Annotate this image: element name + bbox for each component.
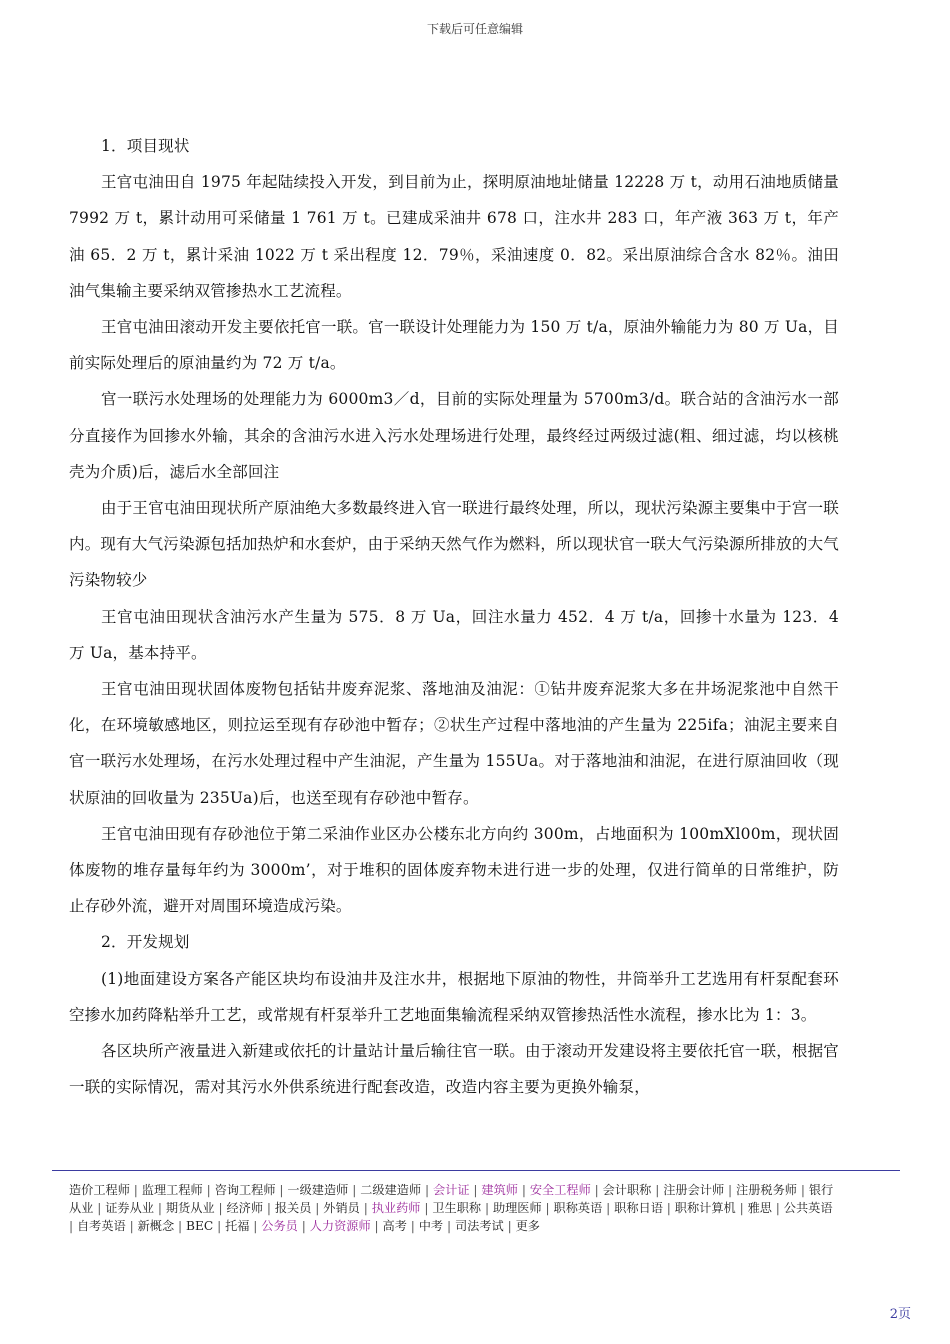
page-header: 下载后可任意编辑 <box>426 22 523 36</box>
footer-link[interactable]: 建筑师 <box>481 1183 518 1197</box>
link-separator: | <box>651 1183 664 1197</box>
footer-link[interactable]: 执业药师 <box>371 1201 421 1215</box>
link-separator: | <box>174 1219 187 1233</box>
link-separator: | <box>662 1201 675 1215</box>
link-separator: | <box>370 1219 383 1233</box>
footer-link[interactable]: 更多 <box>515 1219 540 1233</box>
section-heading: 1．项目现状 <box>101 137 190 155</box>
footer-link[interactable]: 咨询工程师 <box>214 1183 276 1197</box>
link-separator: | <box>517 1183 530 1197</box>
footer-link[interactable]: 外销员 <box>323 1201 360 1215</box>
footer-link[interactable]: 会计证 <box>432 1183 470 1197</box>
document-body <box>69 128 839 1105</box>
link-separator: | <box>602 1201 615 1215</box>
footer-link[interactable]: 职称计算机 <box>674 1201 736 1215</box>
link-separator: | <box>93 1201 106 1215</box>
footer-link[interactable]: 报关员 <box>274 1201 312 1215</box>
paragraph: (1)地面建设方案各产能区块均布设油井及注水井，根据地下原油的物性，井筒举升工艺选用有杆泵配套环空掺水加药降粘举升工艺，或常规有杆泵举升工艺地面集输流程采纳双管掺热活性水流程，掺水比为 1：3。 <box>69 969 839 1024</box>
footer-link[interactable]: 银行从业 <box>69 1183 834 1215</box>
link-separator: | <box>213 1219 226 1233</box>
footer-link[interactable]: 自考英语 <box>76 1219 126 1233</box>
link-separator: | <box>359 1201 372 1215</box>
footer-link[interactable]: 职称日语 <box>614 1201 663 1215</box>
link-separator: | <box>724 1183 737 1197</box>
link-separator: | <box>421 1183 433 1197</box>
footer-link[interactable]: 公务员 <box>261 1219 298 1233</box>
link-separator: | <box>69 1219 77 1233</box>
footer-link-list <box>69 1181 839 1235</box>
link-separator: | <box>202 1183 215 1197</box>
link-separator: | <box>249 1219 262 1233</box>
link-separator: | <box>420 1201 433 1215</box>
footer-link[interactable]: 一级建造师 <box>287 1183 349 1197</box>
footer-link[interactable]: 人力资源师 <box>309 1219 371 1233</box>
footer-link[interactable]: 助理医师 <box>492 1201 542 1215</box>
link-separator: | <box>348 1183 361 1197</box>
footer-link[interactable]: 造价工程师 <box>69 1183 130 1197</box>
link-separator: | <box>481 1201 493 1215</box>
footer-link[interactable]: 安全工程师 <box>529 1183 591 1197</box>
link-separator: | <box>796 1183 809 1197</box>
footer-link[interactable]: 中考 <box>418 1219 444 1233</box>
footer-link[interactable]: 司法考试 <box>454 1219 504 1233</box>
link-separator: | <box>771 1201 784 1215</box>
link-separator: | <box>469 1183 482 1197</box>
link-separator: | <box>297 1219 310 1233</box>
footer-link[interactable]: 注册税务师 <box>736 1183 797 1197</box>
footer-link[interactable]: 证券从业 <box>105 1201 154 1215</box>
footer-link[interactable]: 公共英语 <box>783 1201 833 1215</box>
footer-link[interactable]: 新概念 <box>137 1219 175 1233</box>
footer-link[interactable]: 职称英语 <box>553 1201 603 1215</box>
footer-link[interactable]: 卫生职称 <box>432 1201 482 1215</box>
link-separator: | <box>129 1183 142 1197</box>
paragraph: 各区块所产液量进入新建或依托的计量站计量后输往官一联。由于滚动开发建设将主要依托官一联，根据官一联的实际情况，需对其污水外供系统进行配套改造，改造内容主要为更换外输泵， <box>69 1042 839 1097</box>
paragraph: 王官屯油田现状固体废物包括钻井废弃泥浆、落地油及油泥：①钻井废弃泥浆大多在井场泥浆池中自然干化，在环境敏感地区，则拉运至现有存砂池中暂存；②状生产过程中落地油的产生量为 225ifa；油泥主要来自官一联污水处理场，在污水处理过程中产生油泥，产生量为 155Ua。对于落地油和油泥，在进行原油回收（现状原油的回收量为 235Ua)后，也送至现有存砂池中暂存。 <box>69 680 839 807</box>
footer-link[interactable]: 托福 <box>225 1219 250 1233</box>
link-separator: | <box>214 1201 227 1215</box>
paragraph: 官一联污水处理场的处理能力为 6000m3／d，目前的实际处理量为 5700m3/d。联合站的含油污水一部分直接作为回掺水外输，其余的含油污水进入污水处理场进行处理，最终经过两级过滤(粗、细过滤，均以核桃壳为介质)后，滤后水全部回注 <box>69 390 839 481</box>
footer-link[interactable]: 雅思 <box>747 1201 772 1215</box>
link-separator: | <box>443 1219 455 1233</box>
link-separator: | <box>263 1201 275 1215</box>
footer-divider <box>52 1170 900 1171</box>
link-separator: | <box>590 1183 603 1197</box>
link-separator: | <box>406 1219 419 1233</box>
link-separator: | <box>153 1201 166 1215</box>
footer-link[interactable]: 经济师 <box>226 1201 264 1215</box>
section-heading: 2．开发规划 <box>101 933 190 952</box>
paragraph: 王官屯油田滚动开发主要依托官一联。官一联设计处理能力为 150 万 t/a，原油外输能力为 80 万 Ua，目前实际处理后的原油量约为 72 万 t/a。 <box>69 318 839 373</box>
paragraph: 由于王官屯油田现状所产原油绝大多数最终进入官一联进行最终处理，所以，现状污染源主要集中于宫一联内。现有大气污染源包括加热炉和水套炉，由于采纳天然气作为燃料，所以现状官一联大气污染源所排放的大气污染物较少 <box>69 499 839 590</box>
link-separator: | <box>503 1219 516 1233</box>
link-separator: | <box>275 1183 288 1197</box>
paragraph: 王官屯油田自 1975 年起陆续投入开发，到目前为止，探明原油地址储量 12228 万 t，动用石油地质储量 7992 万 t，累计动用可采储量 1 761 万 t。已建成采油井 678 口，注水井 283 口，年产液 363 万 t，年产油 65．2 万 t，累计采油 1022 万 t 采出程度 12．79％，采油速度 0．82。采出原油综合含水 82％。油田油气集输主要采纳双管掺热水工艺流程。 <box>69 173 839 300</box>
link-separator: | <box>541 1201 554 1215</box>
footer-link[interactable]: 二级建造师 <box>360 1183 422 1197</box>
link-separator: | <box>735 1201 748 1215</box>
page-number: 2页 <box>889 1307 911 1322</box>
footer-link[interactable]: BEC <box>186 1219 214 1233</box>
footer-link[interactable]: 高考 <box>382 1219 407 1233</box>
paragraph: 王官屯油田现有存砂池位于第二采油作业区办公楼东北方向约 300m，占地面积为 100mXl00m，现状固体废物的堆存量每年约为 3000m’，对于堆积的固体废弃物未进行进一步的处理，仅进行简单的日常维护，防止存砂外流，避开对周围环境造成污染。 <box>69 824 839 916</box>
footer-link[interactable]: 会计职称 <box>602 1183 652 1197</box>
paragraph: 王官屯油田现状含油污水产生量为 575．8 万 Ua，回注水量力 452．4 万 t/a，回掺十水量为 123．4 万 Ua，基本持平。 <box>69 607 839 662</box>
footer-link[interactable]: 注册会计师 <box>663 1183 725 1197</box>
link-separator: | <box>311 1201 324 1215</box>
footer-link[interactable]: 监理工程师 <box>141 1183 203 1197</box>
link-separator: | <box>125 1219 138 1233</box>
footer-link[interactable]: 期货从业 <box>165 1201 215 1215</box>
